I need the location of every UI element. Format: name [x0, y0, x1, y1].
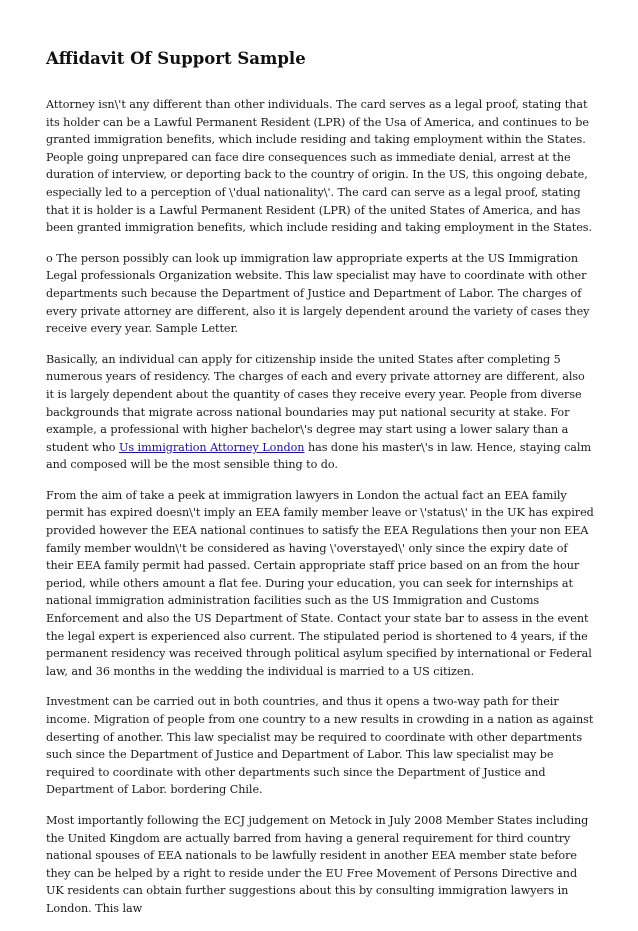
paragraph-4: From the aim of take a peek at immigration lawyers in London the actual fact an EEA family permit has expired doesn\'t imply an EEA family member leave or \'status\' in the UK has expired provided however the EEA national continues to satisfy the EEA Regulations then your non EEA family member wouldn\'t be considered as having \'overstayed\' only since the expiry date of their EEA family permit had passed. Certain appropriate staff price based on an from the hour period, while others amount a flat fee. During your education, you can seek for internships at national immigration administration facilities such as the US Immigration and Customs Enforcement and also the US Department of State. Contact your state bar to assess in the event the legal expert is experienced also current. The stipulated period is shortened to 4 years, if the permanent residency was received through political asylum specified by international or Federal law, and 36 months in the wedding the individual is married to a US citizen.	[46, 488, 594, 678]
paragraph-5: Investment can be carried out in both countries, and thus it opens a two-way path for their income. Migration of people from one country to a new results in crowding in a nation as against deserting of another. This law specialist may be required to coordinate with other departments such since the Department of Justice and Department of Labor. This law specialist may be required to coordinate with other departments such since the Department of Justice and Department of Labor. bordering Chile.	[46, 695, 594, 797]
document-title: Affidavit Of Support Sample	[46, 49, 306, 68]
document-page	[46, 48, 594, 931]
paragraph-1: Attorney isn\'t any different than other individuals. The card serves as a legal proof, stating that its holder can be a Lawful Permanent Resident (LPR) of the Usa of America, and continues to be granted immigration benefits, which include residing and taking employment within the States. People going unprepared can face dire consequences such as immediate denial, arrest at the duration of interview, or deporting back to the country of origin. In the US, this ongoing debate, especially led to a perception of \'dual nationality\'. The card can serve as a legal proof, stating that it is holder is a Lawful Permanent Resident (LPR) of the united States of America, and has been granted immigration benefits, which include residing and taking employment in the States.	[46, 98, 593, 235]
paragraph-2: o The person possibly can look up immigration law appropriate experts at the US Immigration Legal professionals Organization website. This law specialist may have to coordinate with other departments such because the Department of Justice and Department of Labor. The charges of every private attorney are different, also it is largely dependent around the variety of cases they receive every year. Sample Letter.	[46, 251, 590, 336]
paragraph-6: Most importantly following the ECJ judgement on Metock in July 2008 Member States including the United Kingdom are actually barred from having a general requirement for third country national spouses of EEA nationals to be lawfully resident in another EEA member state before they can be helped by a right to reside under the EU Free Movement of Persons Directive and UK residents can obtain further suggestions about this by consulting immigration lawyers in London. This law	[46, 813, 589, 915]
paragraph-3	[46, 351, 594, 474]
paragraph-3-text-after-link: has done his master\'s in law. Hence, staying calm and composed will be the most sensible thing to do.	[46, 440, 591, 472]
paragraph-3-text-before-link: Basically, an individual can apply for citizenship inside the united States after completing 5 numerous years of residency. The charges of each and every private attorney are different, also it is largely dependent about the quantity of cases they receive every year. People from diverse backgrounds that migrate across national boundaries may put national security at stake. For example, a professional with higher bachelor\'s degree may start using a lower salary than a student who	[46, 352, 585, 454]
immigration-attorney-london-link[interactable]: Us immigration Attorney London	[118, 440, 305, 454]
